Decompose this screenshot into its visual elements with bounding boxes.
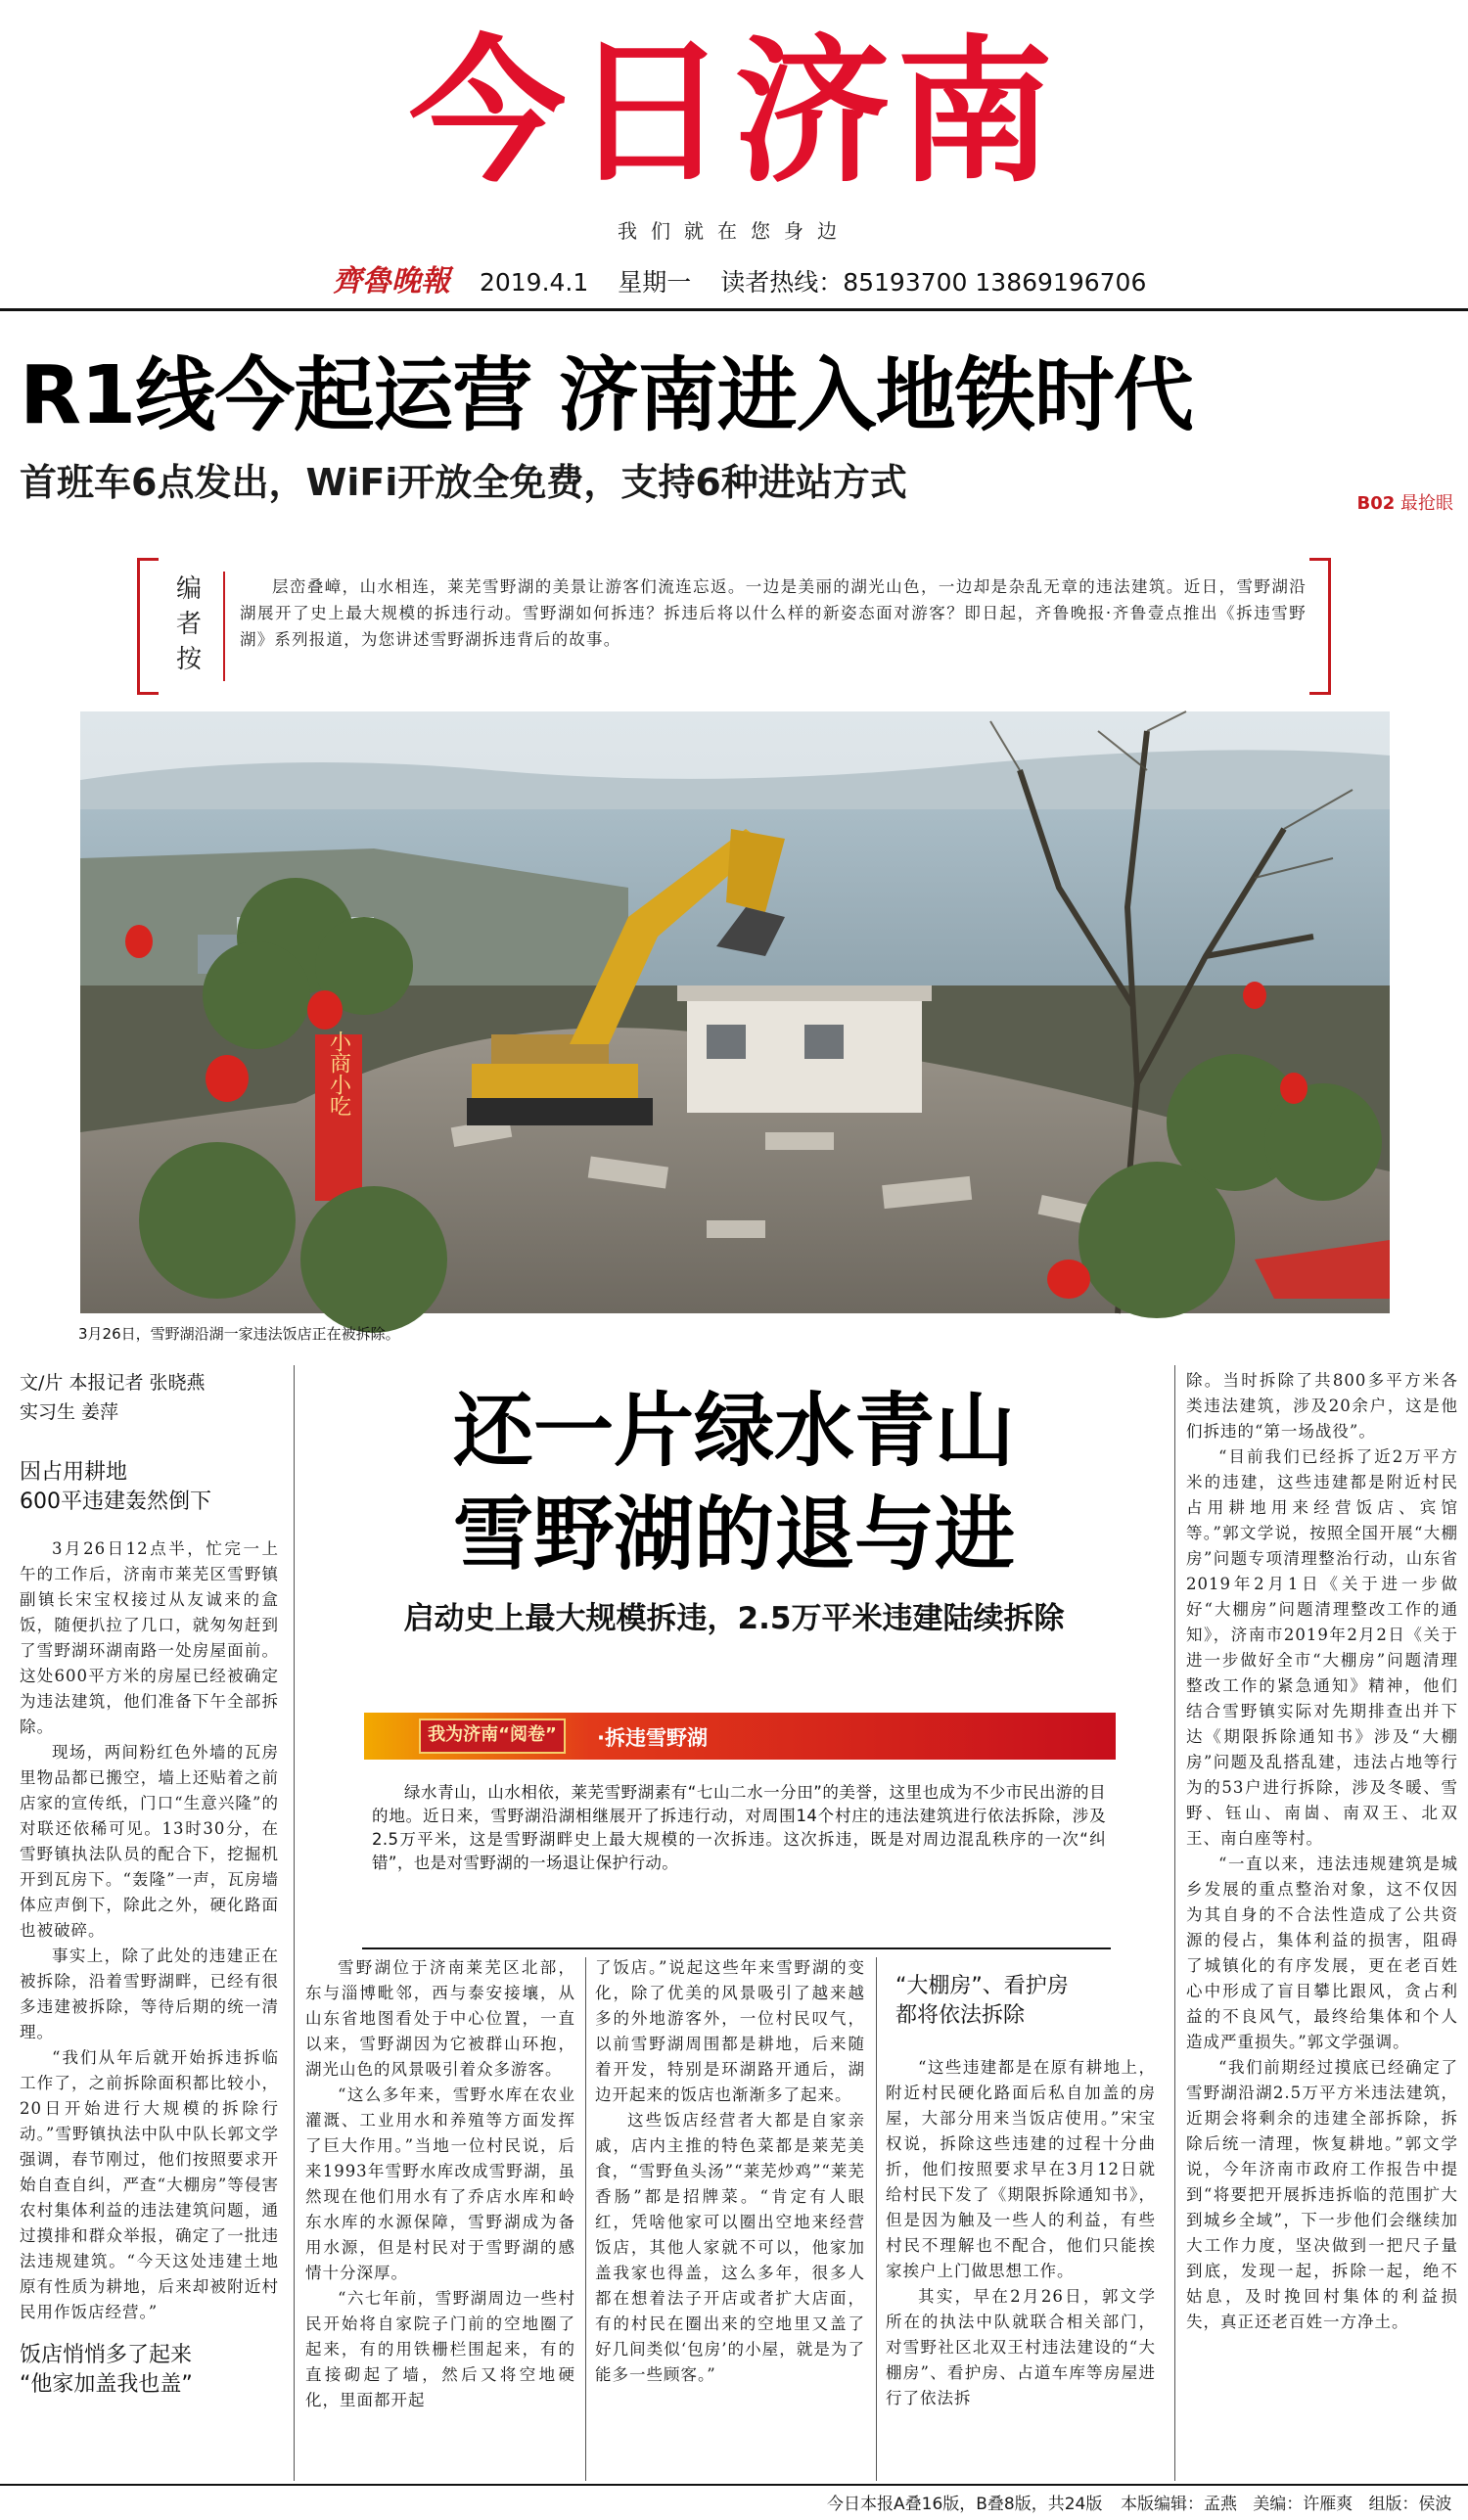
column-rule [1174, 1365, 1175, 2481]
article-column-5 [1186, 1368, 1458, 2489]
top-story-subhead: 首班车6点发出，WiFi开放全免费，支持6种进站方式 [20, 461, 907, 504]
byline-intern: 实习生 姜萍 [20, 1401, 119, 1423]
paragraph: 除。当时拆除了共800多平方米各类违法建筑，涉及20余户，这是他们拆违的“第一场战役”。 [1186, 1371, 1458, 1441]
article-column-3 [595, 1955, 865, 2489]
left-bracket [137, 558, 159, 695]
editor-note-divider [223, 572, 225, 681]
slogan: 我们就在您身边 [618, 219, 850, 243]
article-column-2 [305, 1955, 575, 2489]
masthead [0, 0, 1468, 313]
shop-sign: 小商小吃 [326, 1031, 351, 1117]
article-column-1 [20, 1536, 279, 2321]
section-subhead: 因占用耕地 600平违建轰然倒下 [20, 1460, 211, 1514]
paragraph: “一直以来，违法违规建筑是城乡发展的重点整治对象，这不仅因为其自身的不合法性造成了公共资源的侵占，集体利益的损害，阻碍了城镇化的有序发展，更在老百姓心中形成了盲目攀比跟风，贪占利益的不良风气，最终给集体和个人造成严重损失。”郭文学强调。 [1186, 1855, 1458, 2051]
column-rule [876, 1957, 877, 2481]
paragraph: 了饭店。”说起这些年来雪野湖的变化，除了优美的风景吸引了越来越多的外地游客外，一位村民叹气，以前雪野湖周围都是耕地，后来随着开发，特别是环湖路开通后，湖边开起来的饭店也渐渐多了起来。 [595, 1958, 865, 2104]
issue-info-line [333, 256, 1155, 296]
demolition-photo [80, 711, 1390, 1313]
section-subhead: 饭店悄悄多了起来 “他家加盖我也盖” [20, 2343, 193, 2397]
paragraph: 现场，两间粉红色外墙的瓦房里物品都已搬空，墙上还贴着之前店家的宣传纸，门口“生意兴隆”的对联还依稀可见。13时30分，在雪野镇执法队员的配合下，挖掘机开到瓦房下。“轰隆”一声，瓦房墙体应声倒下，除此之外，硬化路面也被破碎。 [20, 1743, 279, 1940]
page-reference-number: B02 [1356, 493, 1396, 514]
right-bracket [1309, 558, 1331, 695]
issue-weekday: 星期一 [618, 268, 692, 297]
paragraph: 其实，早在2月26日，郭文学所在的执法中队就联合相关部门，对雪野社区北双王村违法建设的“大棚房”、看护房、占道车库等房屋进行了依法拆 [886, 2287, 1156, 2407]
paragraph: “我们从年后就开始拆违拆临工作了，之前拆除面积都比较小，20日开始进行大规模的拆除行动。”雪野镇执法中队中队长郭文学强调，春节刚过，他们按照要求开始自查自纠，严查“大棚房”等侵害农村集体利益的违法建筑问题，通过摸排和群众举报，确定了一批违法违规建筑。“今天这处违建土地原有性质为耕地，后来却被附近村民用作饭店经营。” [20, 2048, 279, 2321]
column-rule [585, 1957, 586, 2481]
masthead-divider [0, 308, 1468, 311]
newspaper-title: 今日济南 [408, 21, 1059, 204]
lead-paragraph: 绿水青山，山水相依，莱芜雪野湖素有“七山二水一分田”的美誉，这里也成为不少市民出游的目的地。近日来，雪野湖沿湖相继展开了拆违行动，对周围14个村庄的违法建筑进行依法拆除，涉及2.5万平米，这是雪野湖畔史上最大规模的一次拆违。这次拆违，既是对周边混乱秩序的一次“纠错”，也是对雪野湖的一场退让保护行动。 [372, 1783, 1106, 1872]
layout-credit: 组版：侯波 [1368, 2495, 1452, 2514]
designer-credit: 美编：许雁爽 [1253, 2495, 1353, 2514]
feature-subhead: 启动史上最大规模拆违，2.5万平米违建陆续拆除 [403, 1601, 1065, 1636]
edition-info: 今日本报A叠16版，B叠8版，共24版 [827, 2495, 1103, 2514]
paragraph: “这么多年来，雪野水库在农业灌溉、工业用水和养殖等方面发挥了巨大作用。”当地一位村民说，后来1993年雪野水库改成雪野湖，虽然现在他们用水有了乔店水库和岭东水库的水源保障，雪野湖成为备用水源，但是村民对于雪野湖的感情十分深厚。 [305, 2085, 575, 2282]
reader-hotline: 读者热线：85193700 13869196706 [720, 268, 1147, 297]
paragraph: “六七年前，雪野湖周边一些村民开始将自家院子门前的空地圈了起来，有的用铁栅栏围起来，有的直接砌起了墙，然后又将空地硬化，里面都开起 [305, 2289, 575, 2409]
article-column-4 [886, 2055, 1156, 2489]
series-banner-title: ·拆违雪野湖 [597, 1726, 708, 1750]
top-story-headline[interactable]: R1线今起运营 济南进入地铁时代 [20, 349, 1193, 442]
editor-note-text: 层峦叠嶂，山水相连，莱芜雪野湖的美景让游客们流连忘返。一边是美丽的湖光山色，一边却是杂乱无章的违法建筑。近日，雪野湖沿湖展开了史上最大规模的拆违行动。雪野湖如何拆违？拆违后将以什么样的新姿态面对游客？即日起，齐鲁晚报·齐鲁壹点推出《拆违雪野湖》系列报道，为您讲述雪野湖拆违背后的故事。 [240, 577, 1307, 649]
feature-headline[interactable] [294, 1380, 1174, 1587]
feature-headline-line-1: 还一片绿水青山 [452, 1385, 1015, 1478]
editor-note-label: 编者按 [175, 574, 202, 674]
photo-caption: 3月26日，雪野湖沿湖一家违法饭店正在被拆除。 [78, 1325, 400, 1343]
paragraph: “我们前期经过摸底已经确定了雪野湖沿湖2.5万平方米违法建筑，近期会将剩余的违建全部拆除，拆除后统一清理，恢复耕地。”郭文学说，今年济南市政府工作报告中提到“将要把开展拆违拆临的范围扩大到城乡全域”，下一步他们会继续加大工作力度，坚决做到一把尺子量到底，发现一起，拆除一起，绝不姑息，及时挽回村集体的利益损失，真正还老百姓一方净土。 [1186, 2058, 1458, 2331]
byline [20, 1368, 284, 1427]
paragraph: 3月26日12点半，忙完一上午的工作后，济南市莱芜区雪野镇副镇长宋宝权接过从友诚来的盒饭，随便扒拉了几口，就匆匆赶到了雪野湖环湖南路一处房屋面前。这处600平方米的房屋已经被确定为违法建筑，他们准备下午全部拆除。 [20, 1539, 279, 1736]
section-subhead: “大棚房”、看护房 都将依法拆除 [895, 1974, 1069, 2028]
paragraph: 雪野湖位于济南莱芜区北部，东与淄博毗邻，西与泰安接壤，从山东省地图看处于中心位置，一直以来，雪野湖因为它被群山环抱，湖光山色的风景吸引着众多游客。 [305, 1958, 575, 2079]
paragraph: “目前我们已经拆了近2万平方米的违建，这些违建都是附近村民占用耕地用来经营饭店、宾馆等。”郭文学说，按照全国开展“大棚房”问题专项清理整治行动，山东省2019年2月1日《关于进一步做好“大棚房”问题清理整改工作的通知》，济南市2019年2月2日《关于进一步做好全市“大棚房”问题清理整改工作的紧急通知》精神，他们结合雪野镇实际对先期排查出并下达《期限拆除通知书》涉及“大棚房”问题及乱搭乱建，违法占地等行为的53户进行拆除，涉及冬暖、雪野、钰山、南崮、南双王、北双王、南白座等村。 [1186, 1447, 1458, 1848]
byline-reporter: 文/片 本报记者 张晓燕 [20, 1372, 206, 1394]
editor-note [137, 558, 1331, 695]
editor-credit: 本版编辑：孟燕 [1121, 2495, 1237, 2514]
paper-logo: 齊魯晚報 [333, 264, 450, 298]
series-banner [364, 1713, 1116, 1760]
page-reference[interactable] [1331, 489, 1453, 515]
feature-headline-line-2: 雪野湖的退与进 [452, 1489, 1015, 1581]
paragraph: 这些饭店经营者大都是自家亲戚，店内主推的特色菜都是莱芜美食，“雪野鱼头汤”“莱芜炒鸡”“莱芜香肠”都是招牌菜。“肯定有人眼红，凭啥他家可以圈出空地来经营饭店，其他人家就不可以，他家加盖我家也得盖，这么多年，很多人都在想着法子开店或者扩大店面，有的村民在圈出来的空地里又盖了好几间类似‘包房’的小屋，就是为了能多一些顾客。” [595, 2111, 865, 2384]
paragraph: 事实上，除了此处的违建正在被拆除，沿着雪野湖畔，已经有很多违建被拆除，等待后期的统一清理。 [20, 1947, 279, 2041]
staff-credits [1121, 2490, 1451, 2514]
footer-divider [0, 2484, 1468, 2486]
paragraph: “这些违建都是在原有耕地上，附近村民硬化路面后私自加盖的房屋，大部分用来当饭店使用。”宋宝权说，拆除这些违建的过程十分曲折，他们按照要求早在3月12日就给村民下发了《期限拆除通知书》，但是因为触及一些人的利益，有些村民不理解也不配合，他们只能挨家挨户上门做思想工作。 [886, 2058, 1156, 2280]
page-reference-label: 最抢眼 [1400, 493, 1453, 514]
series-banner-tag: 我为济南“阅卷” [419, 1718, 566, 1754]
issue-date: 2019.4.1 [479, 268, 589, 297]
